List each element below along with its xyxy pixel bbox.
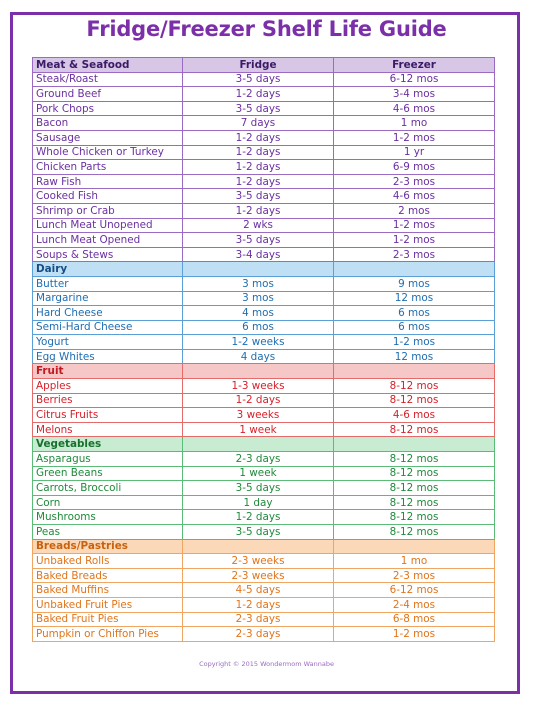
table-row	[33, 525, 495, 540]
fridge-time-cell: 3-5 days	[183, 525, 334, 540]
freezer-time-cell: 8-12 mos	[334, 452, 495, 467]
section-header-bread	[33, 539, 495, 554]
food-name-cell: Lunch Meat Unopened	[33, 218, 183, 233]
header-cell-freezer	[334, 539, 495, 554]
food-name-cell: Berries	[33, 393, 183, 408]
food-name-cell: Pork Chops	[33, 101, 183, 116]
fridge-time-cell: 2 wks	[183, 218, 334, 233]
freezer-time-cell: 3-4 mos	[334, 87, 495, 102]
copyright-text: Copyright © 2015 Wondermom Wannabe	[199, 660, 334, 668]
section-header-dairy	[33, 262, 495, 277]
table-row	[33, 101, 495, 116]
food-name-cell: Hard Cheese	[33, 306, 183, 321]
freezer-time-cell: 12 mos	[334, 291, 495, 306]
freezer-time-cell: 8-12 mos	[334, 379, 495, 394]
food-name-cell: Cooked Fish	[33, 189, 183, 204]
header-cell-label: Vegetables	[33, 437, 183, 452]
fridge-time-cell: 1-2 days	[183, 87, 334, 102]
food-name-cell: Egg Whites	[33, 349, 183, 364]
table-row	[33, 233, 495, 248]
freezer-time-cell: 2-3 mos	[334, 247, 495, 262]
fridge-time-cell: 2-3 weeks	[183, 554, 334, 569]
table-row	[33, 495, 495, 510]
freezer-time-cell: 9 mos	[334, 276, 495, 291]
food-name-cell: Sausage	[33, 130, 183, 145]
table-row	[33, 130, 495, 145]
freezer-time-cell: 6-8 mos	[334, 612, 495, 627]
food-name-cell: Shrimp or Crab	[33, 203, 183, 218]
section-header-meat	[33, 58, 495, 73]
fridge-time-cell: 2-3 days	[183, 627, 334, 642]
header-cell-fridge	[183, 437, 334, 452]
page-title: Fridge/Freezer Shelf Life Guide	[86, 17, 447, 41]
freezer-time-cell: 8-12 mos	[334, 525, 495, 540]
fridge-time-cell: 1 week	[183, 466, 334, 481]
freezer-time-cell: 8-12 mos	[334, 422, 495, 437]
fridge-time-cell: 1-2 days	[183, 130, 334, 145]
table-row	[33, 276, 495, 291]
food-name-cell: Melons	[33, 422, 183, 437]
freezer-time-cell: 1-2 mos	[334, 233, 495, 248]
food-name-cell: Margarine	[33, 291, 183, 306]
freezer-time-cell: 8-12 mos	[334, 510, 495, 525]
table-row	[33, 466, 495, 481]
table-row	[33, 510, 495, 525]
fridge-time-cell: 1-2 days	[183, 597, 334, 612]
fridge-time-cell: 1 week	[183, 422, 334, 437]
food-name-cell: Baked Muffins	[33, 583, 183, 598]
food-name-cell: Carrots, Broccoli	[33, 481, 183, 496]
food-name-cell: Semi-Hard Cheese	[33, 320, 183, 335]
table-row	[33, 160, 495, 175]
food-name-cell: Butter	[33, 276, 183, 291]
food-name-cell: Corn	[33, 495, 183, 510]
header-cell-label: Fruit	[33, 364, 183, 379]
header-cell-fridge	[183, 364, 334, 379]
table-row	[33, 452, 495, 467]
fridge-time-cell: 2-3 days	[183, 612, 334, 627]
food-name-cell: Raw Fish	[33, 174, 183, 189]
fridge-time-cell: 1-2 days	[183, 160, 334, 175]
food-name-cell: Baked Breads	[33, 568, 183, 583]
fridge-time-cell: 1-2 days	[183, 510, 334, 525]
food-name-cell: Peas	[33, 525, 183, 540]
table-row	[33, 627, 495, 642]
header-cell-fridge: Fridge	[183, 58, 334, 73]
table-row	[33, 379, 495, 394]
table-row	[33, 87, 495, 102]
food-name-cell: Unbaked Rolls	[33, 554, 183, 569]
freezer-time-cell: 1-2 mos	[334, 218, 495, 233]
fridge-time-cell: 3-5 days	[183, 101, 334, 116]
fridge-time-cell: 1 day	[183, 495, 334, 510]
freezer-time-cell: 6-12 mos	[334, 72, 495, 87]
table-row	[33, 306, 495, 321]
freezer-time-cell: 1 mo	[334, 116, 495, 131]
freezer-time-cell: 6-9 mos	[334, 160, 495, 175]
freezer-time-cell: 8-12 mos	[334, 393, 495, 408]
fridge-time-cell: 4 mos	[183, 306, 334, 321]
table-row	[33, 481, 495, 496]
fridge-time-cell: 4-5 days	[183, 583, 334, 598]
table-row	[33, 291, 495, 306]
freezer-time-cell: 8-12 mos	[334, 495, 495, 510]
food-name-cell: Whole Chicken or Turkey	[33, 145, 183, 160]
header-cell-fridge	[183, 262, 334, 277]
header-cell-label: Breads/Pastries	[33, 539, 183, 554]
freezer-time-cell: 6 mos	[334, 306, 495, 321]
food-name-cell: Steak/Roast	[33, 72, 183, 87]
table-row	[33, 393, 495, 408]
fridge-time-cell: 3 weeks	[183, 408, 334, 423]
shelf-life-table	[32, 57, 495, 642]
table-row	[33, 203, 495, 218]
fridge-time-cell: 1-2 days	[183, 145, 334, 160]
header-cell-freezer	[334, 437, 495, 452]
food-name-cell: Citrus Fruits	[33, 408, 183, 423]
fridge-time-cell: 4 days	[183, 349, 334, 364]
table-row	[33, 247, 495, 262]
table-row	[33, 554, 495, 569]
table-row	[33, 218, 495, 233]
fridge-time-cell: 3 mos	[183, 291, 334, 306]
table-row	[33, 349, 495, 364]
food-name-cell: Chicken Parts	[33, 160, 183, 175]
food-name-cell: Mushrooms	[33, 510, 183, 525]
food-name-cell: Unbaked Fruit Pies	[33, 597, 183, 612]
food-name-cell: Yogurt	[33, 335, 183, 350]
food-name-cell: Ground Beef	[33, 87, 183, 102]
table-row	[33, 335, 495, 350]
freezer-time-cell: 4-6 mos	[334, 101, 495, 116]
freezer-time-cell: 12 mos	[334, 349, 495, 364]
table-row	[33, 320, 495, 335]
fridge-time-cell: 1-2 days	[183, 203, 334, 218]
freezer-time-cell: 2-4 mos	[334, 597, 495, 612]
table-row	[33, 583, 495, 598]
fridge-time-cell: 3-5 days	[183, 481, 334, 496]
section-header-fruit	[33, 364, 495, 379]
header-cell-fridge	[183, 539, 334, 554]
header-cell-freezer	[334, 262, 495, 277]
freezer-time-cell: 2 mos	[334, 203, 495, 218]
shelf-life-table-body	[33, 58, 495, 642]
table-row	[33, 408, 495, 423]
freezer-time-cell: 1-2 mos	[334, 130, 495, 145]
table-row	[33, 597, 495, 612]
fridge-time-cell: 6 mos	[183, 320, 334, 335]
freezer-time-cell: 1-2 mos	[334, 627, 495, 642]
fridge-time-cell: 2-3 weeks	[183, 568, 334, 583]
header-cell-label: Meat & Seafood	[33, 58, 183, 73]
fridge-time-cell: 3-4 days	[183, 247, 334, 262]
fridge-time-cell: 1-3 weeks	[183, 379, 334, 394]
table-row	[33, 174, 495, 189]
freezer-time-cell: 8-12 mos	[334, 466, 495, 481]
food-name-cell: Soups & Stews	[33, 247, 183, 262]
food-name-cell: Baked Fruit Pies	[33, 612, 183, 627]
food-name-cell: Green Beans	[33, 466, 183, 481]
table-row	[33, 612, 495, 627]
food-name-cell: Bacon	[33, 116, 183, 131]
food-name-cell: Pumpkin or Chiffon Pies	[33, 627, 183, 642]
fridge-time-cell: 1-2 weeks	[183, 335, 334, 350]
food-name-cell: Apples	[33, 379, 183, 394]
header-cell-freezer: Freezer	[334, 58, 495, 73]
food-name-cell: Lunch Meat Opened	[33, 233, 183, 248]
freezer-time-cell: 4-6 mos	[334, 189, 495, 204]
table-row	[33, 116, 495, 131]
food-name-cell: Asparagus	[33, 452, 183, 467]
freezer-time-cell: 1-2 mos	[334, 335, 495, 350]
fridge-time-cell: 3-5 days	[183, 189, 334, 204]
freezer-time-cell: 8-12 mos	[334, 481, 495, 496]
fridge-time-cell: 7 days	[183, 116, 334, 131]
table-row	[33, 568, 495, 583]
freezer-time-cell: 6 mos	[334, 320, 495, 335]
fridge-time-cell: 3-5 days	[183, 72, 334, 87]
fridge-time-cell: 2-3 days	[183, 452, 334, 467]
fridge-time-cell: 1-2 days	[183, 393, 334, 408]
header-cell-freezer	[334, 364, 495, 379]
freezer-time-cell: 4-6 mos	[334, 408, 495, 423]
freezer-time-cell: 2-3 mos	[334, 568, 495, 583]
table-row	[33, 189, 495, 204]
freezer-time-cell: 6-12 mos	[334, 583, 495, 598]
fridge-time-cell: 3 mos	[183, 276, 334, 291]
table-row	[33, 422, 495, 437]
table-row	[33, 145, 495, 160]
fridge-time-cell: 3-5 days	[183, 233, 334, 248]
freezer-time-cell: 1 mo	[334, 554, 495, 569]
freezer-time-cell: 1 yr	[334, 145, 495, 160]
section-header-veg	[33, 437, 495, 452]
header-cell-label: Dairy	[33, 262, 183, 277]
fridge-time-cell: 1-2 days	[183, 174, 334, 189]
table-row	[33, 72, 495, 87]
freezer-time-cell: 2-3 mos	[334, 174, 495, 189]
